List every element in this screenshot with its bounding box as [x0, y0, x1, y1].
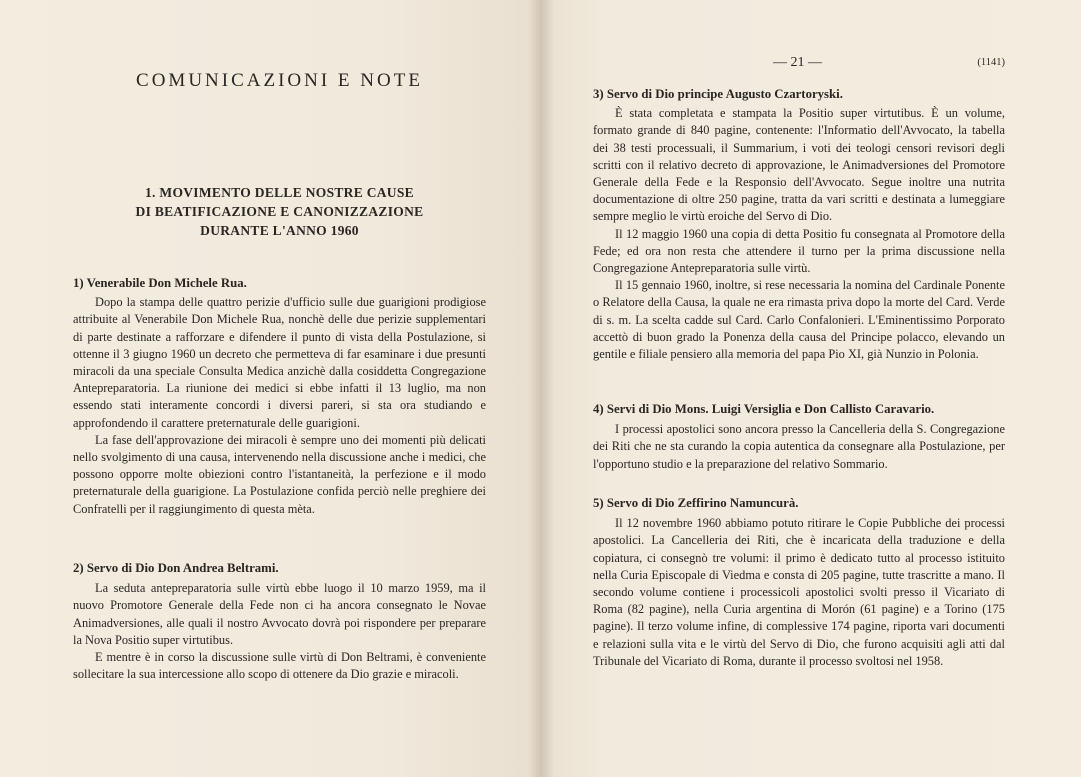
paragraph: È stata completata e stampata la Positio super virtutibus. È un volume, formato grande di 840 pagine, contenente: l'Informatio dell'Avvocato, la tabella dei 38 testi processuali, il Summarium, i voti dei teologi censori revisori degli scritti con il relativo decreto di approvazione, le Animadversiones del Promotore Generale della Fede e la Responsio dell'Avvocato. Segue inoltre una nutrita documentazione di oltre 250 pagine, tratta da vari scritti e destinata a lumeggiare sempre meglio le virtù eroiche del Servo di Dio. [593, 106, 1005, 224]
section-heading: 4) Servi di Dio Mons. Luigi Versiglia e Don Callisto Caravario. [593, 402, 935, 416]
section-heading: 5) Servo di Dio Zeffirino Namuncurà. [593, 496, 799, 510]
heading-line: 1. MOVIMENTO DELLE NOSTRE CAUSE [145, 185, 414, 200]
paragraph: E mentre è in corso la discussione sulle virtù di Don Beltrami, è conveniente sollecitare la sua intercessione allo scopo di ottenere da Dio grazie e miracoli. [73, 650, 486, 682]
page-header [593, 55, 1005, 75]
section-heading: 1) Venerabile Don Michele Rua. [73, 276, 247, 290]
paragraph: Il 12 novembre 1960 abbiamo potuto ritirare le Copie Pubbliche dei processi apostolici. La Cancelleria dei Riti, che è incaricata della traduzione e della copiatura, ci consegnò tre volumi: il primo è dedicato tutto al processo istituito nella Curia Episcopale di Viedma e consta di 205 pagine, tutte trascritte a mano. Il secondo volume contiene i processicoli apostolici svolti presso il Vicariato di Roma (82 pagine), nella Curia argentina di Morón (61 pagine) e a Torino (175 pagine). Il terzo volume infine, di complessive 174 pagine, riporta vari documenti e relazioni sulla vita e le virtù del Servo di Dio, che furono acquisiti agli atti dal Tribunale del Vicariato di Roma, durante il processo svoltosi nel 1958. [593, 516, 1005, 668]
section-rua [73, 275, 486, 518]
paragraph: Dopo la stampa delle quattro perizie d'ufficio sulle due guarigioni prodigiose attribuite al Venerabile Don Michele Rua, nonchè delle due perizie supplementari di parte destinate a rafforzare e difendere il punto di vista della Postulazione, si ottenne il 3 giugno 1960 un decreto che permetteva di far esaminare i due presunti miracoli da una speciale Consulta Medica anzichè dalla cosiddetta Congregazione Antepreparatoria. La riunione dei medici si ebbe infatti il 13 luglio, ma non essendo stati interamente concordi i diversi pareri, si sta ora studiando e approfondendo il carattere preternaturale delle guarigioni. [73, 295, 486, 430]
heading-line: DURANTE L'ANNO 1960 [200, 223, 359, 238]
page-number: — 21 — [773, 55, 822, 70]
section-heading: 3) Servo di Dio principe Augusto Czartoryski. [593, 87, 843, 101]
book-gutter [528, 0, 554, 777]
paragraph: I processi apostolici sono ancora presso la Cancelleria della S. Congregazione dei Riti che ne sta curando la copia autentica da consegnare alla Postulazione, per l'opportuno studio e la preparazione del relativo Sommario. [593, 422, 1005, 471]
section-namuncura [593, 495, 1005, 670]
page-reference: (1141) [977, 57, 1005, 68]
chapter-heading [73, 183, 486, 240]
section-czartoryski [593, 86, 1005, 363]
section-beltrami [73, 560, 486, 683]
paragraph: La fase dell'approvazione dei miracoli è sempre uno dei momenti più delicati nello svolgimento di una causa, intervenendo nella discussione anche i medici, che possono opporre molte obiezioni contro l'istantaneità, la perfezione e il modo preternaturale della guarigione. La Postulazione confida perciò nelle preghiere dei Confratelli per il raggiungimento di questa mèta. [73, 432, 486, 516]
paragraph: Il 15 gennaio 1960, inoltre, si rese necessaria la nomina del Cardinale Ponente o Relatore della Causa, la quale ne era rimasta priva dopo la morte del Card. Verde di s. m. La scelta cadde sul Card. Carlo Confalonieri. L'Eminentissimo Porporato accettò di buon grado la Ponenza della causa del Principe polacco, elevando un gentile e filiale pensiero alla memoria del papa Pio XI, già Nunzio in Polonia. [593, 278, 1005, 362]
section-heading: 2) Servo di Dio Don Andrea Beltrami. [73, 561, 279, 575]
paragraph: La seduta antepreparatoria sulle virtù ebbe luogo il 10 marzo 1959, ma il nuovo Promotore Generale della Fede non ci ha ancora consegnato le Novae Animadversiones, alle quali il nostro Avvocato dovrà poi rispondere per preparare la Nova Positio super virtutibus. [73, 581, 486, 647]
heading-line: DI BEATIFICAZIONE E CANONIZZAZIONE [135, 204, 424, 219]
section-versiglia [593, 401, 1005, 473]
paragraph: Il 12 maggio 1960 una copia di detta Positio fu consegnata al Promotore della Fede; ed ora non resta che attendere il turno per la prima discussione nella Congregazione Antepreparatoria sulle virtù. [593, 226, 1005, 276]
section-title: COMUNICAZIONI E NOTE [136, 70, 423, 91]
